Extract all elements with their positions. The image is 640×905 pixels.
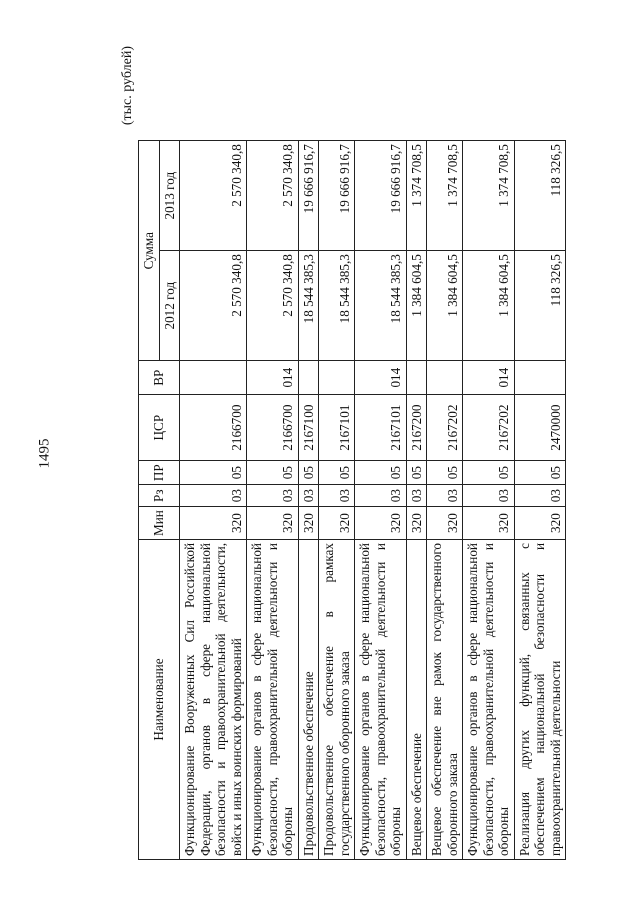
row-csr: 2167100 [298, 395, 319, 461]
row-rz: 03 [180, 485, 247, 507]
row-csr: 2166700 [247, 395, 299, 461]
row-sum-2013: 19 666 916,7 [298, 141, 319, 251]
row-min: 320 [319, 507, 355, 540]
row-rz: 03 [514, 485, 566, 507]
row-csr: 2167101 [355, 395, 407, 461]
table-row [427, 141, 463, 860]
header-name: Наименование [139, 540, 180, 860]
row-csr: 2167200 [406, 395, 427, 461]
row-sum-2012: 1 384 604,5 [427, 251, 463, 361]
row-pr: 05 [514, 461, 566, 485]
row-min: 320 [514, 507, 566, 540]
row-pr: 05 [247, 461, 299, 485]
row-vr: 014 [355, 361, 407, 395]
table-row [355, 141, 407, 860]
row-sum-2012: 18 544 385,3 [319, 251, 355, 361]
row-name: Продовольственное обеспечение в рамках государственного оборонного заказа [319, 540, 355, 860]
row-vr [514, 361, 566, 395]
row-pr: 05 [427, 461, 463, 485]
row-min: 320 [427, 507, 463, 540]
row-vr [427, 361, 463, 395]
table-row [514, 141, 566, 860]
row-name: Функционирование органов в сфере национальной безопасности, правоохранительной деятельности и обороны [355, 540, 407, 860]
row-rz: 03 [319, 485, 355, 507]
row-pr: 05 [180, 461, 247, 485]
row-name: Вещевое обеспечение [406, 540, 427, 860]
row-min: 320 [298, 507, 319, 540]
table-row [319, 141, 355, 860]
row-csr: 2470000 [514, 395, 566, 461]
row-sum-2013: 1 374 708,5 [463, 141, 515, 251]
header-pr: ПР [139, 461, 180, 485]
row-csr: 2167101 [319, 395, 355, 461]
row-csr: 2166700 [180, 395, 247, 461]
row-pr: 05 [355, 461, 407, 485]
row-sum-2012: 18 544 385,3 [355, 251, 407, 361]
row-vr: 014 [463, 361, 515, 395]
row-sum-2013: 1 374 708,5 [427, 141, 463, 251]
row-min: 320 [180, 507, 247, 540]
header-min: Мин [139, 507, 180, 540]
page-number: 1495 [36, 438, 53, 469]
header-2012: 2012 год [159, 251, 180, 361]
header-2013: 2013 год [159, 141, 180, 251]
table-row [406, 141, 427, 860]
row-sum-2012: 1 384 604,5 [406, 251, 427, 361]
row-rz: 03 [247, 485, 299, 507]
row-vr: 014 [247, 361, 299, 395]
row-rz: 03 [463, 485, 515, 507]
row-vr [319, 361, 355, 395]
row-sum-2012: 1 384 604,5 [463, 251, 515, 361]
row-name: Реализация других функций, связанных с обеспечением национальной безопасности и правоохранительной деятельности [514, 540, 566, 860]
row-sum-2013: 2 570 340,8 [180, 141, 247, 251]
row-sum-2013: 1 374 708,5 [406, 141, 427, 251]
row-sum-2013: 19 666 916,7 [355, 141, 407, 251]
row-vr [406, 361, 427, 395]
row-name: Функционирование органов в сфере национальной безопасности, правоохранительной деятельности и обороны [247, 540, 299, 860]
row-name: Функционирование органов в сфере национальной безопасности, правоохранительной деятельности и обороны [463, 540, 515, 860]
row-min: 320 [463, 507, 515, 540]
header-sum: Сумма [139, 141, 160, 361]
row-sum-2012: 2 570 340,8 [247, 251, 299, 361]
row-vr [180, 361, 247, 395]
row-pr: 05 [319, 461, 355, 485]
row-min: 320 [406, 507, 427, 540]
row-sum-2013: 2 570 340,8 [247, 141, 299, 251]
row-csr: 2167202 [463, 395, 515, 461]
budget-table [138, 140, 566, 860]
row-pr: 05 [463, 461, 515, 485]
row-sum-2012: 18 544 385,3 [298, 251, 319, 361]
row-rz: 03 [406, 485, 427, 507]
header-rz: Рз [139, 485, 180, 507]
row-csr: 2167202 [427, 395, 463, 461]
table-row [247, 141, 299, 860]
budget-table-page [120, 40, 563, 860]
units-label: (тыс. рублей) [120, 46, 135, 126]
table-row [463, 141, 515, 860]
row-rz: 03 [355, 485, 407, 507]
header-csr: ЦСР [139, 395, 180, 461]
header-vr: ВР [139, 361, 180, 395]
row-min: 320 [355, 507, 407, 540]
row-sum-2013: 118 326,5 [514, 141, 566, 251]
row-name: Вещевое обеспечение вне рамок государственного оборонного заказа [427, 540, 463, 860]
row-sum-2013: 19 666 916,7 [319, 141, 355, 251]
row-rz: 03 [298, 485, 319, 507]
row-min: 320 [247, 507, 299, 540]
table-row [180, 141, 247, 860]
row-name: Продовольственное обеспечение [298, 540, 319, 860]
row-vr [298, 361, 319, 395]
row-sum-2012: 2 570 340,8 [180, 251, 247, 361]
row-name: Функционирование Вооруженных Сил Российской Федерации, органов в сфере национальной безопасности и правоохранительной деятельности, войск и иных воинских формирований [180, 540, 247, 860]
table-row [298, 141, 319, 860]
row-sum-2012: 118 326,5 [514, 251, 566, 361]
row-pr: 05 [406, 461, 427, 485]
row-pr: 05 [298, 461, 319, 485]
row-rz: 03 [427, 485, 463, 507]
